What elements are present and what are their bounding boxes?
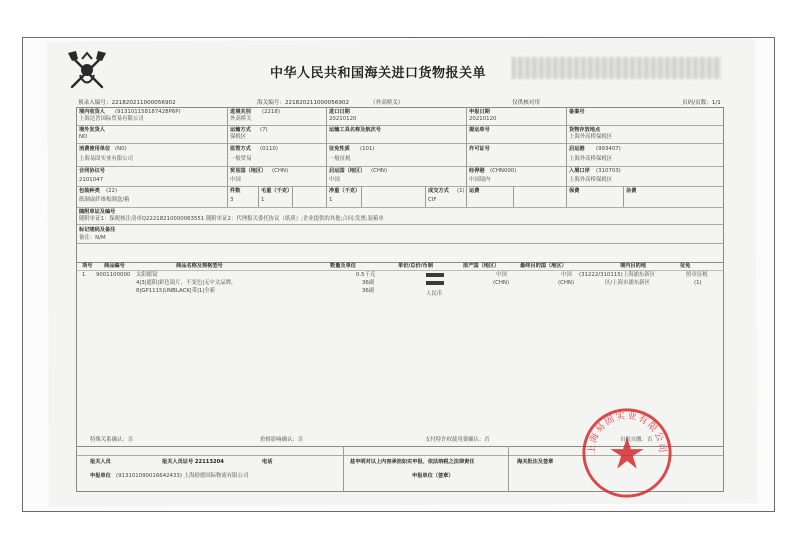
goods-origin-country: 中国 [496,272,507,278]
grid-line [76,166,724,167]
transit-port-name: 中国境内 [469,177,491,183]
goods-seq: 1 [82,272,86,278]
goods-exempt-code: (1) [694,280,702,286]
grid-vline-right [723,107,724,491]
grid-line [76,243,724,244]
goods-header-exempt: 征免 [680,263,691,269]
deal-mode-code: (1) [457,188,465,194]
entry-port-name: 外高桥关 [230,116,252,122]
goods-header-code: 商品编号 [104,263,125,269]
grid-vline [326,107,327,207]
tax-nature-code: (101) [360,146,375,152]
phone-label: 电话 [262,459,273,465]
goods-name: 太阳眼镜 [136,272,158,278]
origin-country-code: (CHN) [371,168,388,174]
storage-value: 上海外高桥保税区 [569,134,613,140]
customs-remark-label: 海关批注及签章 [517,459,554,465]
marks-label: 标记唛码及备注 [79,227,116,233]
shipper-label: 境外发货人 [79,127,105,133]
goods-header-name: 商品名称及规格型号 [176,263,223,269]
goods-header-origin: 原产国（地区） [463,263,500,269]
declare-date-value: 20210120 [469,116,497,122]
goods-dest-code: (CHN) [558,280,575,286]
supervision-code: (0110) [260,146,278,152]
misc-fee-label: 杂费 [626,188,637,194]
goods-header-qty: 数量及单位 [330,263,356,269]
origin-country-name: 中国 [329,177,340,183]
entry-port-label: 进境关别 [230,109,251,115]
grid-vline [425,186,426,207]
deal-mode-name: CIF [428,197,437,203]
entry-place-name: 上海外高桥保税区 [569,177,613,183]
contract-value: 2101047 [79,177,104,183]
goods-header-domestic: 境内目的地 [620,263,646,269]
packing-code: (22) [106,188,118,194]
grid-vline [508,446,509,491]
pieces-label: 件数 [230,188,241,194]
declare-date-label: 申报日期 [469,109,490,115]
consumer-code: (N0) [115,146,127,152]
license-label: 许可证号 [469,146,490,152]
transit-port-code: (CHN000) [490,168,517,174]
origin-country-label: 启运国（地区） [329,168,366,174]
docs-value: 随附单证1：保税核注清单Q22218210000063551 随附单证2：代理报关委托协议（纸质）;企业提供的其他;合同;发票;装箱单 [79,216,384,222]
grid-vline [623,186,624,207]
entry-port-code: (2218) [262,109,280,115]
goods-origin-code: (CHN) [493,280,510,286]
entry-place-label: 入境口岸 [569,168,590,174]
grid-vline [258,186,259,207]
declarant-cert: 报关人员证号 22113204 [162,459,224,465]
packing-name: 纸制或纤维板制盒/箱 [79,197,130,203]
transport-label: 运输方式 [230,127,251,133]
goods-currency: 人民币 [426,291,443,297]
consumer-name: 上海易固实业有限公司 [79,156,133,162]
svg-text:上海易固实业有限公司: 上海易固实业有限公司 [586,410,668,455]
pieces-value: 3 [230,197,234,203]
customs-emblem-icon [62,47,112,97]
contract-label: 合同协议号 [79,168,105,174]
grid-line [76,224,724,225]
page-number: 页码/页数：1/1 [682,100,721,106]
customs-number: 海关编号：221820211000056902 [257,100,350,106]
trade-country-code: (CHN) [272,168,289,174]
import-date-label: 进口日期 [329,109,350,115]
gross-weight-value: 1 [261,197,265,203]
grid-vline [566,107,567,207]
pre-entry-number: 预录入编号：221820211000056902 [78,100,176,106]
goods-header-bottom [76,270,724,271]
goods-qty-1: 36副 [362,280,375,286]
declare-unit-label: 申报单位 [90,473,111,479]
grid-vline [227,107,228,207]
net-weight-value: 1 [329,197,333,203]
goods-spec-2: 8|GP1115|UNBLACK|带|1|全新 [136,288,215,294]
grid-line [76,143,724,144]
insurance-label: 保费 [569,188,580,194]
vehicle-label: 运输工具名称及航次号 [329,127,381,133]
freight-label: 运费 [469,188,480,194]
royalty-confirm: 支付特许权使用费确认：否 [425,437,490,443]
grid-vline [343,446,344,491]
goods-domestic-dest-2: 区/上海市浦东新区 [605,280,650,286]
goods-qty-kg: 0.5千克 [356,272,376,278]
redacted-total-price [426,281,444,285]
tax-nature-name: 一般征税 [329,156,351,162]
goods-header-price: 单价/总价/币制 [398,263,433,269]
storage-label: 货物存放地点 [569,127,601,133]
consignee-code: (913101158187428P6P) [115,109,181,115]
import-date-value: 20210120 [329,116,357,122]
consignee-label: 境内收货人 [79,109,105,115]
grid-line [76,186,724,187]
goods-spec-1: 4|3|遮阳|彩色镜片，不变色|无中文品牌， [136,280,237,286]
goods-code: 9001100000 [96,272,131,278]
marks-value: 备注：N/M [79,235,106,241]
record-no-label: 备案号 [569,109,585,115]
grid-vline [513,186,514,207]
declare-unit-seal: 申报单位（签章） [412,473,454,479]
special-relation: 特殊关系确认：否 [90,437,134,443]
grid-vline [466,107,467,207]
table-top-line [76,107,724,108]
deal-mode-label: 成交方式 [428,188,449,194]
shipper-value: NO [79,134,88,140]
bol-label: 提运单号 [469,127,490,133]
barcode [512,57,722,79]
goods-qty-2: 36副 [362,288,375,294]
gross-weight-label: 毛重（千克） [261,188,293,194]
goods-header-seq: 项号 [82,263,93,269]
transport-code: (7) [260,127,268,133]
customs-name: （外高桥关） [370,100,404,106]
supervision-name: 一般贸易 [230,156,252,162]
grid-vline-left [76,107,77,491]
grid-vline [292,186,293,207]
tax-nature-label: 征免性质 [329,146,350,152]
consumer-label: 消费使用单位 [79,146,111,152]
net-weight-label: 净重（千克） [329,188,361,194]
goods-domestic-dest: (31222/310115)上海浦东新区 [579,272,656,278]
redacted-unit-price [426,273,444,277]
goods-header-dest: 最终目的国（地区） [520,263,567,269]
declare-unit-value: (913101090016642433) 上海励德国际物流有限公司 [116,473,249,479]
packing-label: 包装种类 [79,188,100,194]
document-title: 中华人民共和国海关进口货物报关单 [270,66,487,81]
consignee-name: 上海达普国际贸易有限公司 [79,116,144,122]
transit-port-label: 经停港 [469,168,485,174]
company-seal-stamp [578,404,676,502]
declaration-statement: 兹申明对以上内容承担如实申报、依法纳税之法律责任 [350,459,475,465]
grid-line [76,125,724,126]
grid-line [76,207,724,208]
goods-exempt: 照章征税 [686,272,708,278]
trade-country-name: 中国 [230,177,241,183]
docs-label: 随附单证及编号 [79,209,116,215]
goods-dest-country: 中国 [561,272,572,278]
departure-port-code: (993407) [596,146,621,152]
self-report: 自报自缴：否 [620,437,653,443]
declarant-label: 报关人员 [90,459,111,465]
trade-country-label: 贸易国（地区） [230,168,267,174]
transport-name: 保税区 [230,134,247,140]
entry-place-code: (310703) [596,168,621,174]
departure-port-name: 上海外高桥保税区 [569,156,613,162]
departure-port-label: 启运港 [569,146,585,152]
grid-vline [361,186,362,207]
supervision-label: 监管方式 [230,146,251,152]
price-impact: 价格影响确认：否 [260,437,304,443]
for-verification-label: 仅供核对用 [512,100,540,106]
